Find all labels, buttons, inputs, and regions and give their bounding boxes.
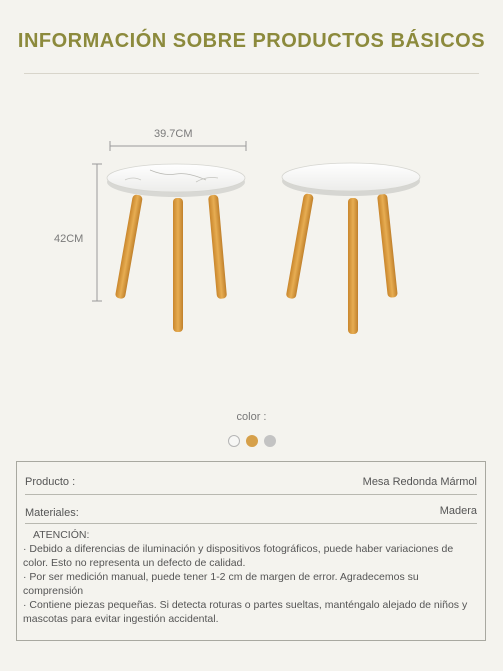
note-item: · Contiene piezas pequeñas. Si detecta roturas o partes sueltas, manténgalo alejado de niños y mascotas para evitar ingestión accidental. xyxy=(23,599,468,625)
color-swatch-wood[interactable] xyxy=(246,435,258,447)
width-dimension-line xyxy=(110,141,246,151)
spec-divider xyxy=(25,494,477,495)
note-item: · Debido a diferencias de iluminación y dispositivos fotográficos, puede haber variaciones de color. Esto no representa un defecto de calidad. xyxy=(23,543,454,569)
note-item: · Por ser medición manual, puede tener 1-2 cm de margen de error. Agradecemos su comprensión xyxy=(23,571,419,597)
color-label: color : xyxy=(236,411,267,423)
height-dimension-line xyxy=(92,164,102,301)
color-swatches xyxy=(0,435,503,447)
attention-notes xyxy=(23,528,479,626)
material-label: Materiales: xyxy=(25,507,79,519)
height-dimension-label: 42CM xyxy=(54,233,84,245)
page-title: INFORMACIÓN SOBRE PRODUCTOS BÁSICOS xyxy=(17,30,486,52)
width-dimension-label: 39.7CM xyxy=(154,128,193,140)
product-value: Mesa Redonda Mármol xyxy=(362,476,477,488)
attention-heading: ATENCIÓN: xyxy=(33,529,90,541)
spec-divider xyxy=(25,523,477,524)
title-divider xyxy=(24,73,479,74)
spec-row-product xyxy=(25,476,477,488)
product-figure xyxy=(0,120,503,350)
color-swatch-gray[interactable] xyxy=(264,435,276,447)
marble-table xyxy=(107,164,245,332)
white-table xyxy=(282,163,420,334)
product-spec-box xyxy=(16,461,486,641)
material-value: Madera xyxy=(439,505,477,517)
product-label: Producto : xyxy=(25,476,76,488)
color-swatch-white[interactable] xyxy=(228,435,240,447)
